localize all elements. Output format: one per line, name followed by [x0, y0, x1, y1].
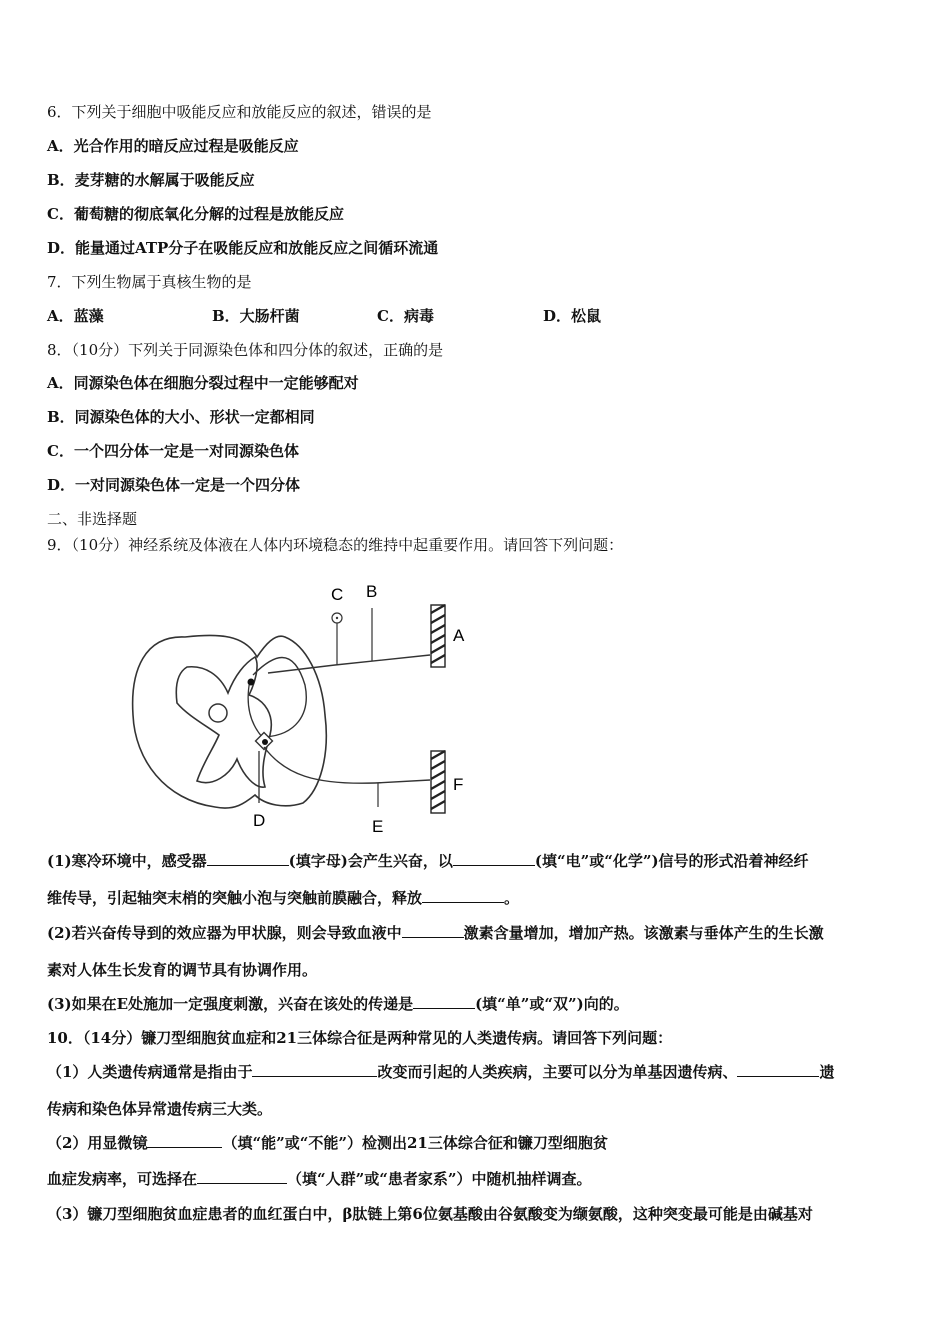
q9-part2-line2: 素对人体生长发育的调节具有协调作用。 [47, 961, 318, 979]
label-D: D [253, 811, 266, 830]
grey-matter [176, 657, 271, 787]
answer-blank[interactable] [252, 1062, 377, 1077]
answer-blank[interactable] [197, 1169, 287, 1184]
q9-part3: (3)如果在E处施加一定强度刺激，兴奋在该处的传递是 (填“单”或“双”)向的。 [47, 995, 629, 1013]
answer-blank[interactable] [413, 994, 475, 1009]
q6-option-a: A．光合作用的暗反应过程是吸能反应 [47, 137, 299, 155]
q10-part3: （3）镰刀型细胞贫血症患者的血红蛋白中，β肽链上第6位氨基酸由谷氨酸变为缬氨酸，这种突变最可能是由碱基对 [47, 1205, 813, 1223]
reflex-arc-figure [125, 575, 475, 840]
q7-options [47, 306, 747, 326]
answer-blank[interactable] [147, 1133, 222, 1148]
label-E: E [372, 817, 384, 836]
q10-stem: 10．（14分）镰刀型细胞贫血症和21三体综合征是两种常见的人类遗传病。请回答下列问题： [47, 1029, 673, 1047]
q6-option-c: C．葡萄糖的彻底氧化分解的过程是放能反应 [47, 205, 344, 223]
q8-option-b: B．同源染色体的大小、形状一定都相同 [47, 408, 315, 426]
central-canal [209, 704, 227, 722]
label-C: C [331, 585, 344, 604]
interneuron [248, 680, 265, 740]
answer-blank[interactable] [422, 888, 504, 903]
q9-part2-line1: (2)若兴奋传导到的效应器为甲状腺，则会导致血液中 激素含量增加，增加产热。该激素与垂体产生的生长激 [47, 924, 824, 942]
q7-option-a: A．蓝藻 [47, 307, 104, 325]
receptor-A [431, 605, 445, 667]
answer-blank[interactable] [737, 1062, 819, 1077]
q7-stem: 7．下列生物属于真核生物的是 [47, 273, 252, 291]
q9-part1-line2: 维传导，引起轴突末梢的突触小泡与突触前膜融合，释放 。 [47, 889, 520, 907]
q7-option-d: D．松鼠 [543, 307, 602, 325]
q7-option-c: C．病毒 [377, 307, 434, 325]
label-F: F [453, 775, 464, 794]
answer-blank[interactable] [207, 851, 289, 866]
q8-stem: 8．（10分）下列关于同源染色体和四分体的叙述，正确的是 [47, 341, 444, 359]
neuron-body-upper [248, 679, 255, 686]
q8-option-a: A．同源染色体在细胞分裂过程中一定能够配对 [47, 374, 359, 392]
section-heading: 二、非选择题 [47, 510, 138, 528]
q10-part1-line1: （1）人类遗传病通常是指由于 改变而引起的人类疾病，主要可以分为单基因遗传病、 遗 [47, 1063, 835, 1081]
q10-part2-line1: （2）用显微镜 （填“能”或“不能”）检测出21三体综合征和镰刀型细胞贫 [47, 1134, 608, 1152]
q6-stem: 6．下列关于细胞中吸能反应和放能反应的叙述，错误的是 [47, 103, 432, 121]
label-B: B [366, 582, 378, 601]
q6-option-d: D．能量通过ATP分子在吸能反应和放能反应之间循环流通 [47, 239, 439, 257]
answer-blank[interactable] [402, 923, 464, 938]
q9-stem: 9．（10分）神经系统及体液在人体内环境稳态的维持中起重要作用。请回答下列问题： [47, 536, 624, 554]
answer-blank[interactable] [453, 851, 535, 866]
nerve-fibre-to-F [264, 747, 430, 783]
effector-F [431, 751, 445, 813]
q9-part1-line1: (1)寒冷环境中，感受器 (填字母)会产生兴奋，以 (填“电”或“化学”)信号的形式沿着神经纤 [47, 852, 809, 870]
spinal-cord-outline [133, 635, 327, 808]
label-A: A [453, 626, 465, 645]
q8-option-c: C．一个四分体一定是一对同源染色体 [47, 442, 299, 460]
q10-part2-line2: 血症发病率，可选择在 （填“人群”或“患者家系”）中随机抽样调查。 [47, 1170, 592, 1188]
q6-option-b: B．麦芽糖的水解属于吸能反应 [47, 171, 255, 189]
q7-option-b: B．大肠杆菌 [212, 307, 300, 325]
q8-option-d: D．一对同源染色体一定是一个四分体 [47, 476, 301, 494]
q10-part1-line2: 传病和染色体异常遗传病三大类。 [47, 1100, 273, 1118]
nerve-fibre-to-A [268, 655, 430, 673]
